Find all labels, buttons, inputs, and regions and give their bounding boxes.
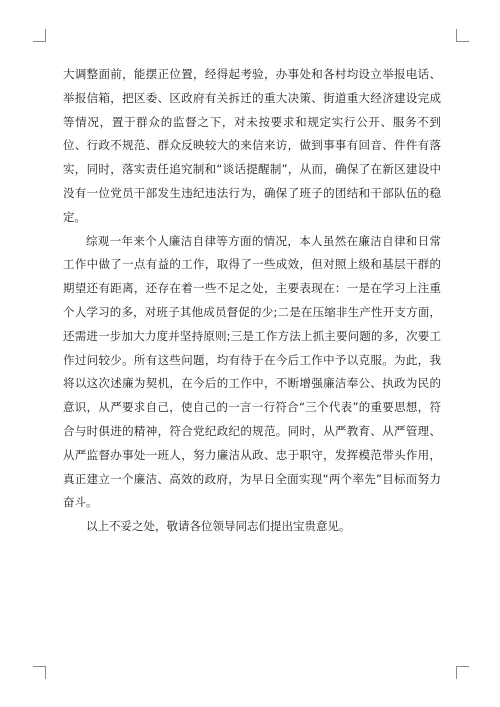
page-corner-mark-top-left <box>33 29 46 42</box>
paragraph-summary: 综观一年来个人廉洁自律等方面的情况，本人虽然在廉洁自律和日常工作中做了一点有益的工作，取得了一些成效，但对照上级和基层干群的期望还有距离，还存在着一些不足之处，主要表现在：一是在学习上注重个人学习的多，对班子其他成员督促的少;二是在压缩非生产性开支方面，还需进一步加大力度并坚持原则;三是工作方法上抓主要问题的多，次要工作过问较少。所有这些问题，均有待于在今后工作中予以克服。为此，我将以这次述廉为契机，在今后的工作中，不断增强廉洁奉公、执政为民的意识，从严要求自己，使自己的一言一行符合“三个代表”的重要思想，符合与时俱进的精神，符合党纪政纪的规范。同时，从严教育、从严管理、从严监督办事处一班人，努力廉洁从政、忠于职守，发挥模范带头作用，真正建立一个廉洁、高效的政府，为早日全面实现“两个率先”目标而努力奋斗。 <box>63 233 441 510</box>
paragraph-continuation: 大调整面前，能摆正位置，经得起考验，办事处和各村均设立举报电话、举报信箱，把区委、区政府有关拆迁的重大决策、街道重大经济建设完成等情况，置于群众的监督之下，对未按要求和规定实行公开、服务不到位、行政不规范、群众反映较大的来信来访，做到事事有回音、件件有落实，同时，落实责任追究制和“谈话提醒制”，从而，确保了在新区建设中没有一位党员干部发生违纪违法行为，确保了班子的团结和干部队伍的稳定。 <box>63 67 441 224</box>
document-body <box>63 63 441 539</box>
page-corner-mark-top-right <box>456 29 469 42</box>
paragraph-closing: 以上不妥之处，敬请各位领导同志们提出宝贵意见。 <box>86 519 351 534</box>
page-corner-mark-bottom-right <box>456 666 469 679</box>
page-corner-mark-bottom-left <box>33 666 46 679</box>
